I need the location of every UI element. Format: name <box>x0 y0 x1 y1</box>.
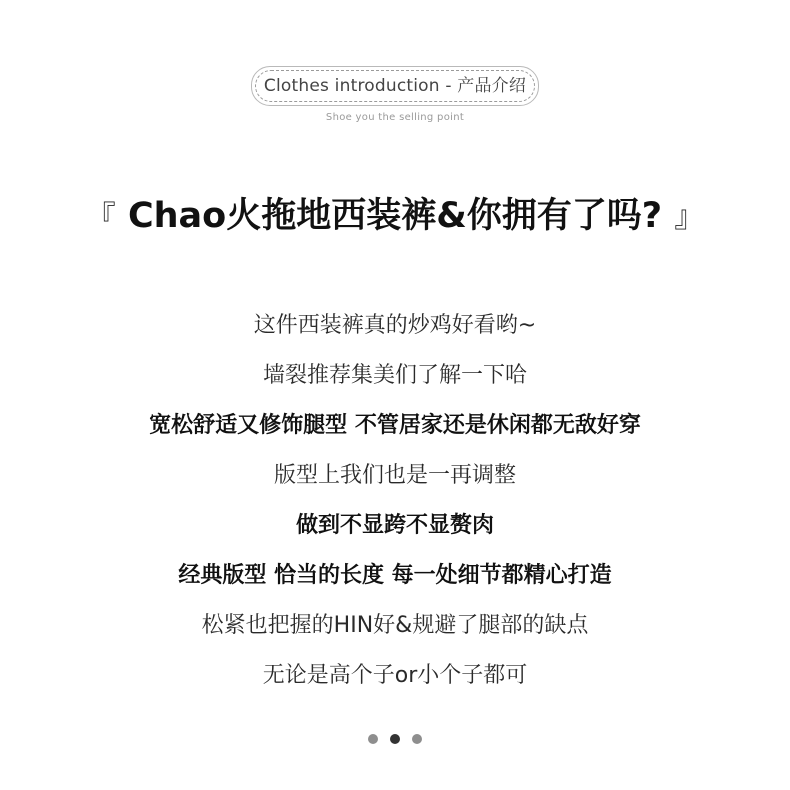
description-line: 无论是高个子or小个子都可 <box>262 663 528 688</box>
pagination-dot-1[interactable] <box>368 734 378 744</box>
section-title-pill <box>251 66 539 106</box>
headline-open-bracket: 『 <box>85 200 116 235</box>
section-title: Clothes introduction - 产品介绍 <box>263 76 527 96</box>
headline <box>0 188 790 238</box>
description-line: 做到不显跨不显赘肉 <box>295 513 494 538</box>
description-line: 墙裂推荐集美们了解一下哈 <box>262 363 527 388</box>
section-subtitle: Shoe you the selling point <box>325 112 465 123</box>
section-header <box>0 66 790 123</box>
description-line: 松紧也把握的HIN好&规避了腿部的缺点 <box>201 613 589 638</box>
headline-text: Chao火拖地西装裤&你拥有了吗? <box>127 196 663 236</box>
description-line: 经典版型 恰当的长度 每一处细节都精心打造 <box>178 563 612 588</box>
pagination-dot-3[interactable] <box>412 734 422 744</box>
description-line: 版型上我们也是一再调整 <box>273 463 516 488</box>
pagination-dot-2[interactable] <box>390 734 400 744</box>
description-line: 这件西装裤真的炒鸡好看哟~ <box>253 313 537 338</box>
description-list <box>0 306 790 706</box>
description-line: 宽松舒适又修饰腿型 不管居家还是休闲都无敌好穿 <box>149 413 641 438</box>
pagination-dots <box>0 734 790 744</box>
headline-close-bracket: 』 <box>674 200 705 235</box>
